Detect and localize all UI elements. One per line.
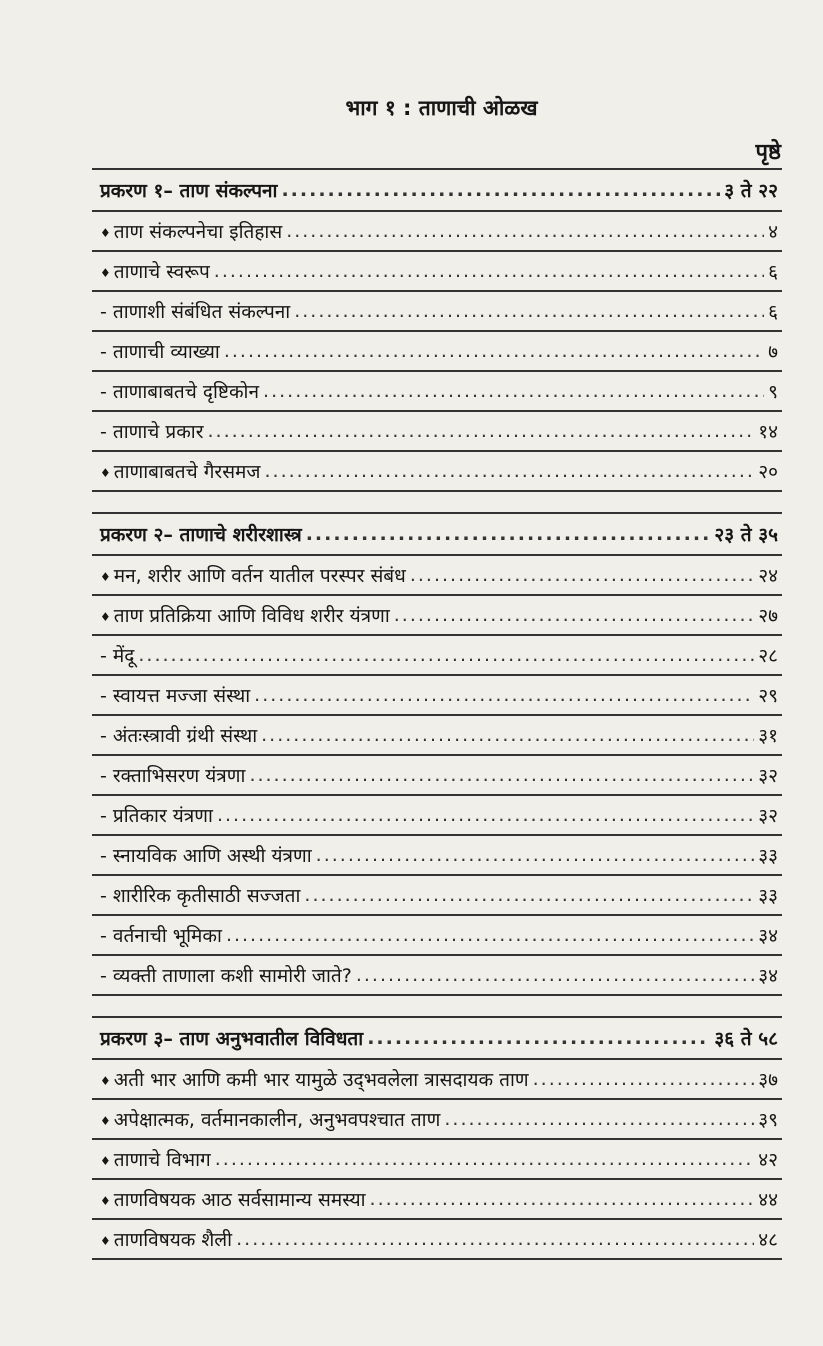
entry-title: ♦ ताण प्रतिक्रिया आणि विविध शरीर यंत्रणा xyxy=(92,602,390,628)
chapter-title: प्रकरण ३– ताण अनुभवातील विविधता xyxy=(100,1028,364,1050)
entry-title: - व्यक्ती ताणाला कशी सामोरी जाते? xyxy=(100,965,352,987)
entry-title: - प्रतिकार यंत्रणा xyxy=(100,805,213,827)
toc-entry[interactable] xyxy=(92,410,782,450)
toc-entry[interactable] xyxy=(92,370,782,410)
toc-entry[interactable] xyxy=(92,1178,782,1218)
entry-title: ♦ ताण संकल्पनेचा इतिहास xyxy=(92,218,282,244)
toc-entry[interactable] xyxy=(92,714,782,754)
leader-dots xyxy=(367,1027,710,1049)
chapter-title: प्रकरण २– ताणाचे शरीरशास्त्र xyxy=(100,524,302,546)
leader-dots xyxy=(261,724,754,746)
part-title: भाग १ : ताणाची ओळख xyxy=(345,96,538,120)
entry-title: ♦ अती भार आणि कमी भार यामुळे उद्‌भवलेला त्रासदायक ताण xyxy=(92,1066,529,1092)
entry-page: ३३ xyxy=(758,885,778,907)
chapter-row[interactable] xyxy=(92,168,782,210)
toc-entry[interactable] xyxy=(92,794,782,834)
leader-dots xyxy=(249,764,754,786)
entry-page: ७ xyxy=(768,341,778,363)
entry-page: २४ xyxy=(758,565,778,587)
toc-entry[interactable] xyxy=(92,954,782,994)
entry-page: ४ xyxy=(768,221,778,243)
entry-page: ४२ xyxy=(758,1149,778,1171)
entry-page: ६ xyxy=(768,301,778,323)
entry-page: २७ xyxy=(758,605,778,627)
toc-entry[interactable] xyxy=(92,450,782,490)
leader-dots xyxy=(254,684,754,706)
entry-page: ४८ xyxy=(758,1229,778,1251)
toc-entry[interactable] xyxy=(92,330,782,370)
toc-entry[interactable] xyxy=(92,210,782,250)
leader-dots xyxy=(263,380,764,402)
toc-entry[interactable] xyxy=(92,1138,782,1178)
pages-column-header: पृष्ठे xyxy=(755,140,781,165)
leader-dots xyxy=(444,1108,754,1130)
entry-title: - शारीरिक कृतीसाठी सज्जता xyxy=(100,885,301,907)
entry-title: - ताणाचे प्रकार xyxy=(100,421,204,443)
chapter-row[interactable] xyxy=(92,1016,782,1058)
leader-dots xyxy=(236,1228,754,1250)
toc-entry[interactable] xyxy=(92,834,782,874)
leader-dots xyxy=(224,340,764,362)
toc-entry[interactable] xyxy=(92,554,782,594)
leader-dots xyxy=(306,523,711,545)
leader-dots xyxy=(410,564,754,586)
toc-entry[interactable] xyxy=(92,250,782,290)
entry-page: ४४ xyxy=(758,1189,778,1211)
entry-title: ♦ ताणविषयक आठ सर्वसामान्य समस्या xyxy=(92,1186,366,1212)
toc-entry[interactable] xyxy=(92,874,782,914)
entry-title: ♦ मन, शरीर आणि वर्तन यातील परस्पर संबंध xyxy=(92,562,406,588)
entry-page: ३२ xyxy=(758,805,778,827)
entry-page: ६ xyxy=(768,261,778,283)
toc-entry[interactable] xyxy=(92,914,782,954)
entry-title: - अंतःस्त्रावी ग्रंथी संस्था xyxy=(100,725,258,747)
entry-title: ♦ ताणाबाबतचे गैरसमज xyxy=(92,458,261,484)
toc-entry[interactable] xyxy=(92,594,782,634)
leader-dots xyxy=(226,924,754,946)
leader-dots xyxy=(138,644,754,666)
entry-page: ३४ xyxy=(758,965,778,987)
entry-title: ♦ अपेक्षात्मक, वर्तमानकालीन, अनुभवपश्चात ताण xyxy=(92,1106,440,1132)
entry-title: - वर्तनाची भूमिका xyxy=(100,925,222,947)
chapter-pages: ३६ ते ५८ xyxy=(714,1028,778,1050)
leader-dots xyxy=(394,604,754,626)
entry-title: - ताणाची व्याख्या xyxy=(100,341,220,363)
entry-title: ♦ ताणाचे विभाग xyxy=(92,1146,211,1172)
entry-page: २८ xyxy=(758,645,778,667)
leader-dots xyxy=(294,300,764,322)
toc-entry[interactable] xyxy=(92,674,782,714)
toc-entry[interactable] xyxy=(92,1098,782,1138)
leader-dots xyxy=(533,1068,755,1090)
entry-title: - स्नायविक आणि अस्थी यंत्रणा xyxy=(100,845,312,867)
toc-entry[interactable] xyxy=(92,634,782,674)
entry-page: ३४ xyxy=(758,925,778,947)
toc-entry[interactable] xyxy=(92,290,782,330)
leader-dots xyxy=(316,844,755,866)
entry-page: ९ xyxy=(768,381,778,403)
chapter-pages: २३ ते ३५ xyxy=(714,524,778,546)
entry-title: - रक्ताभिसरण यंत्रणा xyxy=(100,765,246,787)
leader-dots xyxy=(265,460,755,482)
chapter-title: प्रकरण १– ताण संकल्पना xyxy=(100,180,278,202)
entry-title: - स्वायत्त मज्जा संस्था xyxy=(100,685,251,707)
leader-dots xyxy=(215,1148,754,1170)
toc-entry[interactable] xyxy=(92,1058,782,1098)
leader-dots xyxy=(281,179,720,201)
entry-page: २० xyxy=(758,461,778,483)
entry-title: - ताणाशी संबंधित संकल्पना xyxy=(100,301,291,323)
chapter-gap xyxy=(92,994,782,1016)
entry-title: ♦ ताणाचे स्वरूप xyxy=(92,258,210,284)
toc-entry[interactable] xyxy=(92,754,782,794)
entry-page: ३९ xyxy=(758,1109,778,1131)
chapter-gap xyxy=(92,490,782,512)
entry-title: - मेंदू xyxy=(100,645,135,667)
leader-dots xyxy=(208,420,755,442)
entry-page: ३२ xyxy=(758,765,778,787)
toc-entry[interactable] xyxy=(92,1218,782,1260)
entry-page: १४ xyxy=(758,421,778,443)
table-of-contents xyxy=(92,168,782,1260)
chapter-row[interactable] xyxy=(92,512,782,554)
entry-page: २९ xyxy=(758,685,778,707)
entry-page: ३१ xyxy=(758,725,778,747)
leader-dots xyxy=(370,1188,755,1210)
chapter-pages: ३ ते २२ xyxy=(724,180,778,202)
leader-dots xyxy=(217,804,754,826)
entry-title: - ताणाबाबतचे दृष्टिकोन xyxy=(100,381,260,403)
leader-dots xyxy=(214,260,764,282)
leader-dots xyxy=(356,964,754,986)
entry-page: ३३ xyxy=(758,845,778,867)
entry-page: ३७ xyxy=(758,1069,778,1091)
leader-dots xyxy=(286,220,764,242)
entry-title: ♦ ताणविषयक शैली xyxy=(92,1226,232,1252)
leader-dots xyxy=(304,884,754,906)
